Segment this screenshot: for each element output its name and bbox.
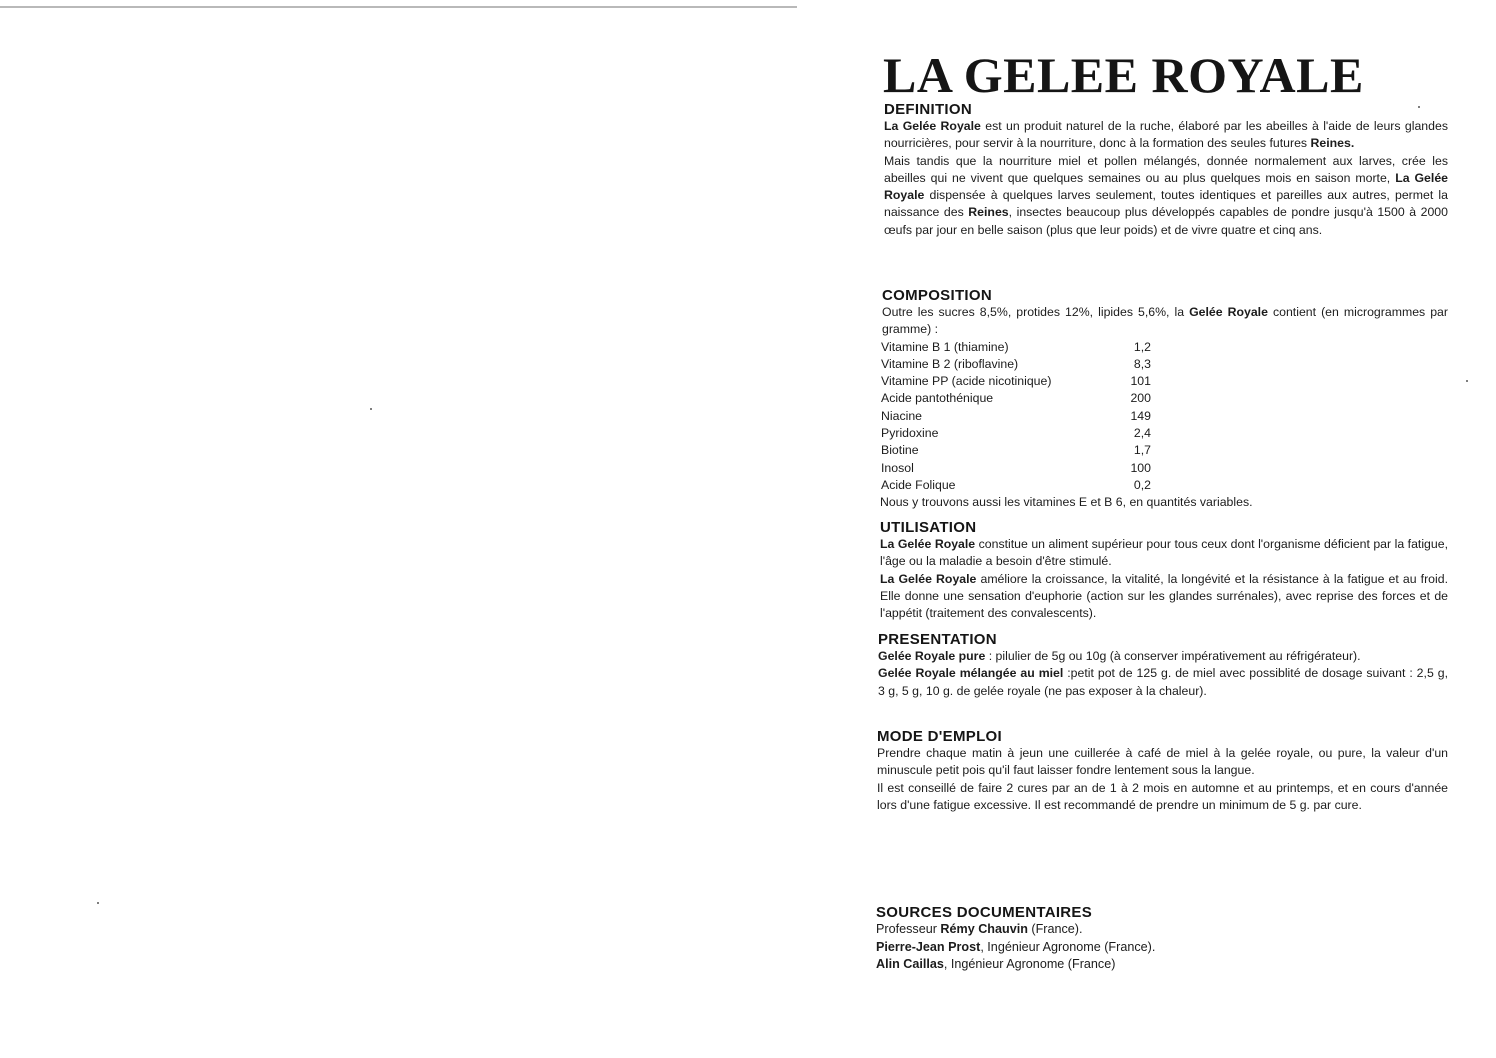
utilisation-paragraph-2: La Gelée Royale améliore la croissance, la vitalité, la longévité et la résistance à la fatigue et au froid. Elle donne une sensation d'euphorie (action sur les glandes surrénales), avec reprise des forces et de l'appétit (traitement des convalescents). [880,571,1448,621]
table-row: Vitamine B 2 (riboflavine) 8,3 [881,356,1151,371]
composition-outro: Nous y trouvons aussi les vitamines E et B 6, en quantités variables. [880,495,1253,510]
composition-section [876,287,1448,512]
scan-top-edge [0,6,797,8]
definition-section [876,101,1448,239]
table-row: Pyridoxine 2,4 [881,426,1151,441]
utilisation-section [876,519,1448,622]
scan-speck [97,902,99,904]
mode-emploi-paragraph-2: Il est conseillé de faire 2 cures par an de 1 à 2 mois en automne et au printemps, et en cours d'année lors d'une fatigue excessive. Il est recommandé de prendre un minimum de 5 g. par cure. [877,780,1448,812]
table-row: Niacine 149 [881,408,1151,423]
definition-paragraph-2: Mais tandis que la nourriture miel et pollen mélangés, donnée normalement aux larves, crée les abeilles qui ne vivent que quelques semaines ou au plus quelques mois en saison morte, La Gelée Royale dispensée à quelques larves seulement, toutes identiques et pareilles aux autres, permet la naissance des Reines, insectes beaucoup plus développés capables de pondre jusqu'à 1500 à 2000 œufs par jour en belle saison (plus que leur poids) et de vivre quatre et cinq ans. [884,153,1448,237]
mode-emploi-paragraph-1: Prendre chaque matin à jeun une cuillerée à café de miel à la gelée royale, ou pure, la valeur d'un minuscule petit pois qu'il faut laisser fondre lentement sous la langue. [877,746,1448,778]
source-line: Pierre-Jean Prost, Ingénieur Agronome (France). [876,939,1156,954]
presentation-paragraph-2: Gelée Royale mélangée au miel :petit pot de 125 g. de miel avec possiblité de dosage suivant : 2,5 g, 3 g, 5 g, 10 g. de gelée royale (ne pas exposer à la chaleur). [878,666,1448,698]
scan-speck [1466,380,1468,382]
sources-section [876,904,1448,974]
composition-intro: Outre les sucres 8,5%, protides 12%, lipides 5,6%, la Gelée Royale contient (en microgrammes par gramme) : [882,305,1448,337]
source-line: Alin Caillas, Ingénieur Agronome (France) [876,957,1116,971]
table-row: Vitamine PP (acide nicotinique) 101 [881,374,1151,389]
composition-heading: COMPOSITION [882,287,992,304]
article-column [876,47,1448,971]
utilisation-paragraph-1: La Gelée Royale constitue un aliment supérieur pour tous ceux dont l'organisme déficient par la fatigue, l'âge ou la maladie a besoin d'être stimulé. [880,537,1448,569]
source-line: Professeur Rémy Chauvin (France). [876,922,1083,936]
table-row: Inosol 100 [881,460,1151,475]
scan-speck [370,408,372,410]
utilisation-heading: UTILISATION [880,519,977,536]
mode-emploi-heading: MODE D'EMPLOI [877,728,1002,745]
mode-emploi-section [876,728,1448,814]
presentation-paragraph-1: Gelée Royale pure : pilulier de 5g ou 10g (à conserver impérativement au réfrigérateur). [878,649,1361,663]
table-row: Acide pantothénique 200 [881,391,1151,406]
presentation-heading: PRESENTATION [878,631,997,648]
table-row: Acide Folique 0,2 [881,477,1151,492]
page-title: LA GELEE ROYALE [883,47,1364,103]
definition-heading: DEFINITION [884,101,972,118]
table-row: Vitamine B 1 (thiamine) 1,2 [881,339,1151,354]
presentation-section [876,631,1448,700]
table-row: Biotine 1,7 [881,443,1151,458]
vitamin-table [881,339,1157,495]
sources-heading: SOURCES DOCUMENTAIRES [876,904,1093,921]
definition-paragraph-1: La Gelée Royale est un produit naturel de la ruche, élaboré par les abeilles à l'aide de leurs glandes nourricières, pour servir à la nourriture, donc à la formation des seules futures Reines. [884,119,1448,151]
